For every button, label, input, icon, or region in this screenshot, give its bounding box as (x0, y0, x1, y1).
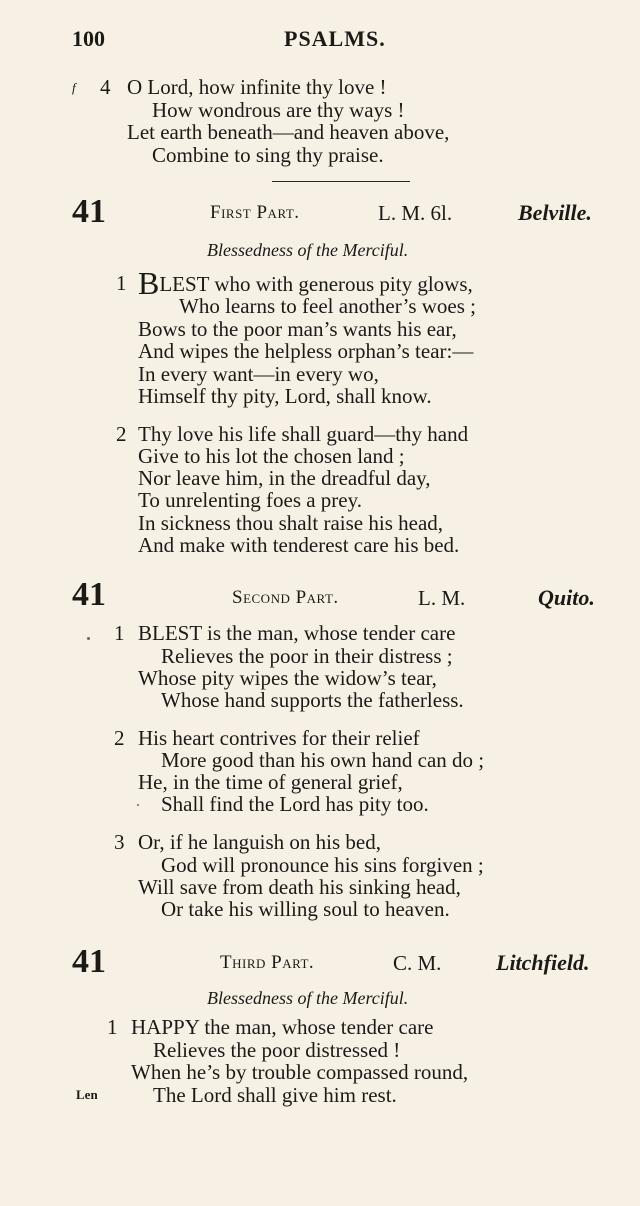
stanza-number: 1 (107, 1015, 118, 1039)
hymn-subtitle: Blessedness of the Merciful. (207, 988, 409, 1008)
stanza-number: 2 (116, 422, 127, 446)
hymn-number: 41 (72, 943, 106, 980)
dynamic-mark: f (72, 80, 76, 95)
verse-line: And make with tenderest care his bed. (138, 533, 460, 557)
verse-line: Let earth beneath—and heaven above, (127, 120, 450, 144)
stanza-number: 2 (114, 726, 125, 750)
verse-line: He, in the time of general grief, (138, 770, 403, 794)
tempo-mark: Len (76, 1087, 98, 1102)
verse-line: Relieves the poor in their distress ; (161, 644, 453, 668)
print-speck (137, 804, 139, 806)
verse-line: God will pronounce his sins forgiven ; (161, 853, 484, 877)
section-divider (272, 181, 410, 182)
hymn-number: 41 (72, 576, 106, 613)
verse-line: Give to his lot the chosen land ; (138, 444, 405, 468)
running-title: PSALMS. (284, 26, 386, 51)
tune-name: Quito. (538, 585, 595, 610)
hymn-part: Third Part. (220, 952, 315, 973)
print-speck (87, 637, 90, 640)
hymn-meter: L. M. (418, 586, 466, 610)
verse-line: Relieves the poor distressed ! (153, 1038, 401, 1062)
hymn-part: First Part. (210, 202, 300, 223)
verse-line: The Lord shall give him rest. (153, 1083, 397, 1107)
stanza-number: 1 (116, 271, 127, 295)
verse-line: HAPPY the man, whose tender care (131, 1015, 434, 1039)
hymn-number: 41 (72, 193, 106, 230)
tune-name: Litchfield. (496, 950, 590, 975)
stanza-number: 4 (100, 75, 111, 99)
verse-line: In every want—in every wo, (138, 362, 379, 386)
verse-line: Thy love his life shall guard—thy hand (138, 422, 469, 446)
stanza-number: 1 (114, 621, 125, 645)
verse-line: Nor leave him, in the dreadful day, (138, 466, 431, 490)
hymn-subtitle: Blessedness of the Merciful. (207, 240, 409, 260)
verse-line: To unrelenting foes a prey. (138, 488, 363, 512)
drop-cap: B (138, 265, 160, 301)
hymn-part: Second Part. (232, 587, 339, 608)
verse-line: When he’s by trouble compassed round, (131, 1060, 469, 1084)
verse-line: More good than his own hand can do ; (161, 748, 485, 772)
verse-line: Who learns to feel another’s woes ; (179, 294, 477, 318)
verse-line (138, 265, 473, 301)
verse-line: BLEST is the man, whose tender care (138, 621, 456, 645)
hymn-meter: L. M. 6l. (378, 201, 453, 225)
verse-line: And wipes the helpless orphan’s tear:— (138, 339, 474, 363)
verse-line: Or, if he languish on his bed, (138, 830, 381, 854)
verse-line: Or take his willing soul to heaven. (161, 897, 450, 921)
verse-line: His heart contrives for their relief (138, 726, 420, 750)
verse-line: O Lord, how infinite thy love ! (127, 75, 387, 99)
verse-line: In sickness thou shalt raise his head, (138, 511, 444, 535)
verse-line: Bows to the poor man’s wants his ear, (138, 317, 457, 341)
verse-line: Will save from death his sinking head, (138, 875, 461, 899)
verse-line: How wondrous are thy ways ! (152, 98, 405, 122)
stanza-number: 3 (114, 830, 125, 854)
verse-line: Shall find the Lord has pity too. (161, 792, 429, 816)
verse-line: Combine to sing thy praise. (152, 143, 384, 167)
verse-line: Himself thy pity, Lord, shall know. (138, 384, 432, 408)
verse-line-text: LEST who with generous pity glows, (159, 272, 473, 296)
tune-name: Belville. (518, 200, 592, 225)
hymn-meter: C. M. (393, 951, 442, 975)
verse-line: Whose hand supports the fatherless. (161, 688, 464, 712)
page-number: 100 (72, 26, 105, 51)
verse-line: Whose pity wipes the widow’s tear, (138, 666, 437, 690)
